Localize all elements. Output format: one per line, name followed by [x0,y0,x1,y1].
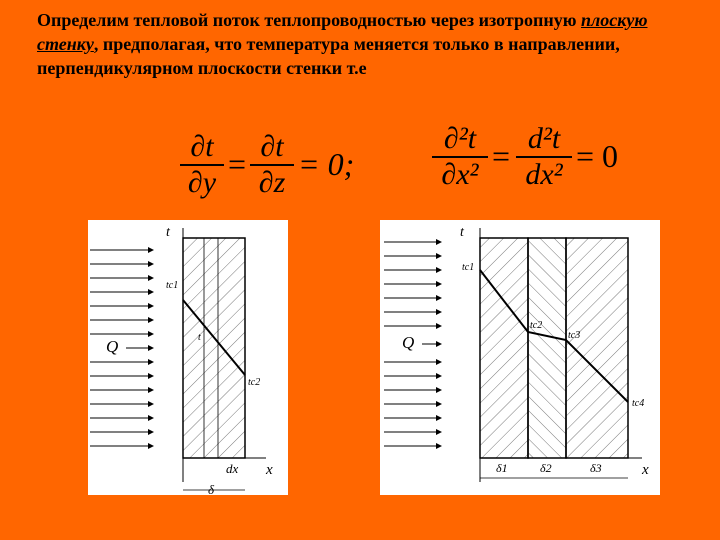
t-surface2-label: tс2 [248,377,261,388]
fraction-d2t-dx2-ordinary [516,124,572,190]
fraction-dt-dy [180,132,224,198]
delta3-label: δ3 [590,461,602,475]
heat-flux-label: Q [402,333,415,352]
fraction-numerator: ∂t [190,130,214,163]
fraction-numerator: ∂²t [443,122,477,155]
dx-label: dx [226,461,239,476]
delta2-label: δ2 [540,461,552,475]
diagram-single-wall [88,220,288,495]
formula-partial-derivatives [180,132,360,202]
intro-text-part1: Определим тепловой поток теплопроводностью через изотропную [37,10,581,30]
fraction-denominator: ∂x² [441,158,479,191]
intro-text-emphasis: плоскую стенку [37,10,648,54]
fraction-numerator: ∂t [260,130,284,163]
intro-text-part2: , предполагая, что температура меняется только в направлении, перпендикулярном плоскости стенки т.е [37,34,620,78]
fraction-denominator: ∂y [187,166,217,199]
equals-sign: = [228,146,247,182]
t-c3-label: tс3 [568,330,581,341]
layer-2 [528,238,566,458]
formula-second-derivative [432,120,622,200]
axis-x-label: x [642,462,649,478]
wall-rect [183,238,245,458]
equals-zero: = 0 [576,138,619,174]
equals-sign: = [492,138,511,174]
thickness-label: δ [208,482,215,495]
axis-t-label: t [166,225,170,240]
delta1-label: δ1 [496,461,508,475]
intro-paragraph [37,8,697,80]
fraction-denominator: dx² [525,158,563,191]
t-c2-label: tс2 [530,320,543,331]
heat-flux-label: Q [106,337,119,356]
fraction-dt-dz [250,132,294,198]
diagram-multilayer-wall [380,220,660,495]
t-c1-label: tс1 [462,262,475,273]
t-surface1-label: tс1 [166,280,179,291]
heat-flow-arrows [90,250,148,446]
layer-1 [480,238,528,458]
axis-x-label: x [266,462,273,478]
fraction-numerator: d²t [527,122,561,155]
axis-t-label: t [460,225,464,240]
equals-zero: = 0; [298,146,355,182]
t-c4-label: tс4 [632,398,645,409]
fraction-denominator: ∂z [258,166,286,199]
t-inner-label: t [198,332,201,343]
fraction-d2t-dx2-partial [432,124,488,190]
